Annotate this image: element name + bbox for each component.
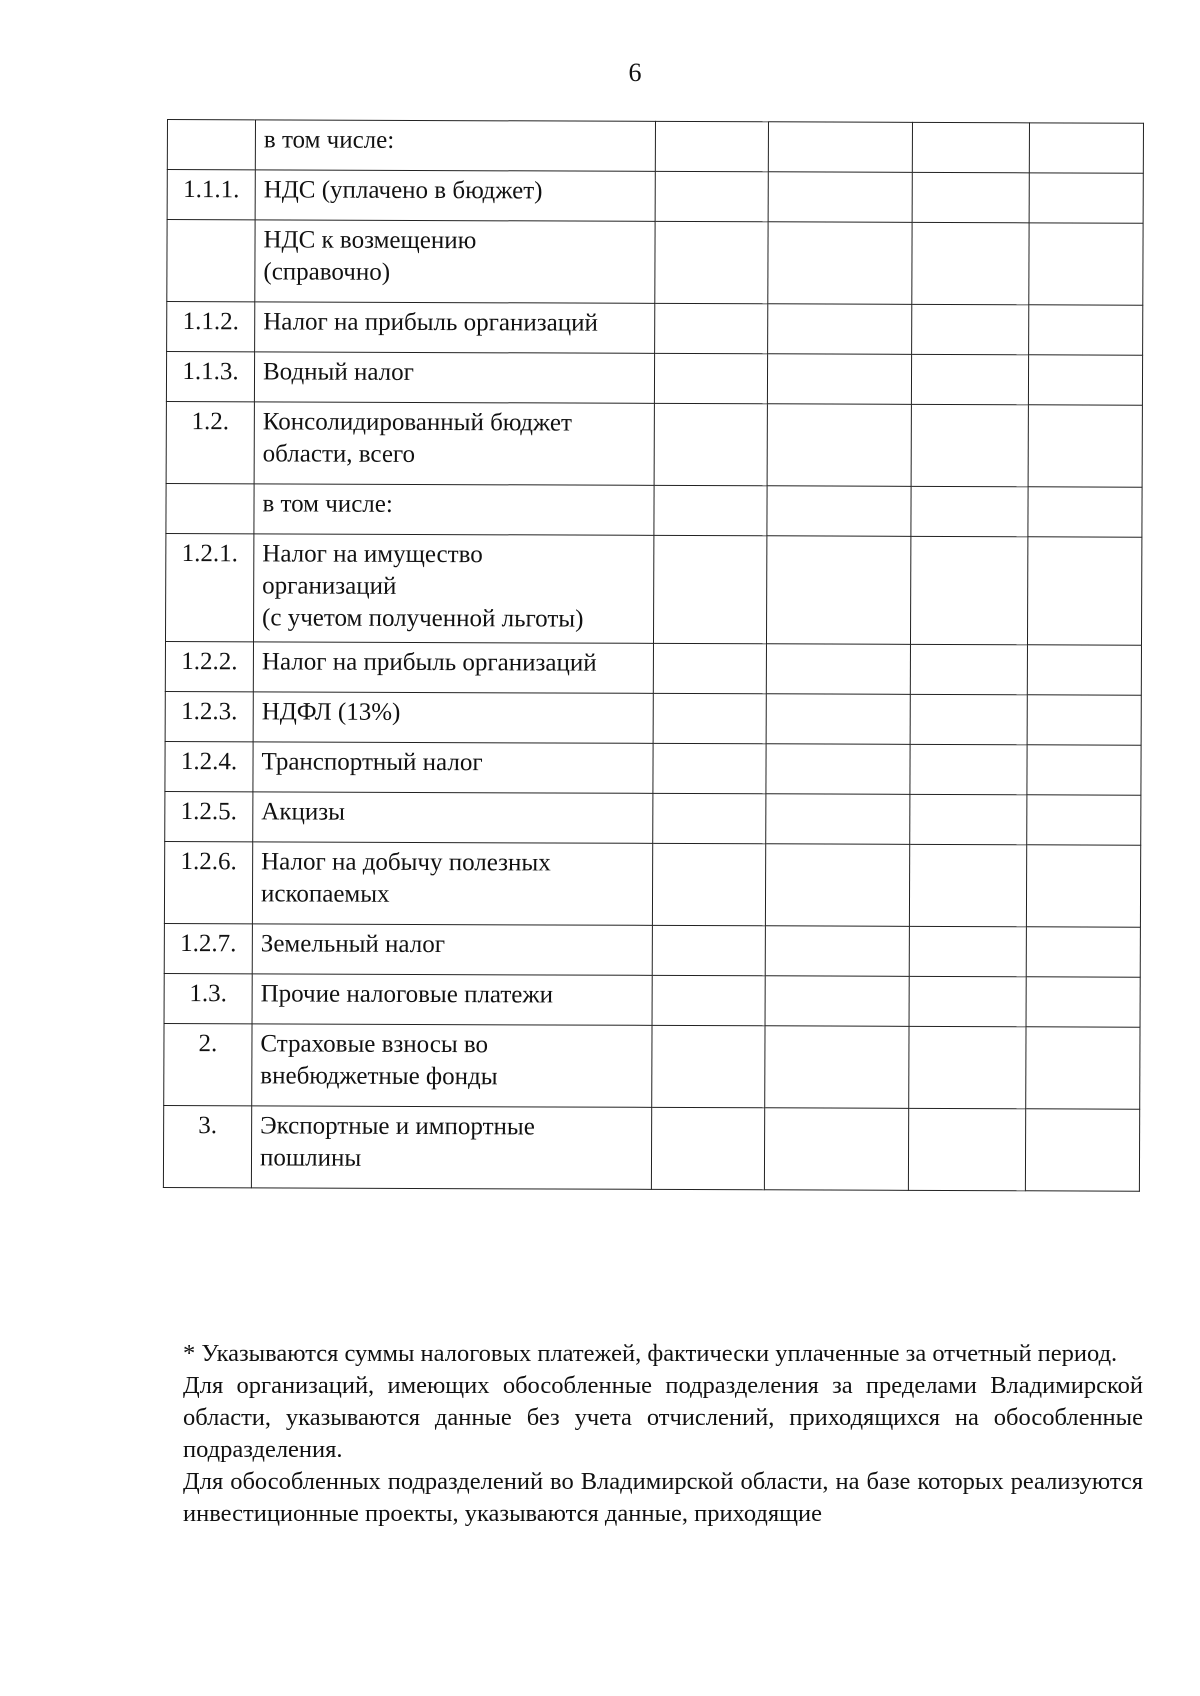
row-number: 3. bbox=[163, 1105, 251, 1187]
value-cell bbox=[910, 794, 1027, 844]
row-label-line: Налог на прибыль организаций bbox=[263, 308, 598, 337]
table-row bbox=[164, 841, 1140, 927]
row-label-line: Акцизы bbox=[261, 798, 346, 826]
row-label-line: ископаемых bbox=[260, 880, 390, 908]
value-cell bbox=[766, 794, 910, 845]
table-row bbox=[166, 352, 1142, 406]
value-cell bbox=[1026, 845, 1140, 927]
value-cell bbox=[765, 1026, 909, 1109]
value-cell bbox=[910, 644, 1027, 694]
row-label bbox=[254, 352, 654, 404]
value-cell bbox=[910, 536, 1027, 644]
row-number: 1.1.1. bbox=[167, 170, 255, 220]
row-label bbox=[253, 642, 653, 694]
value-cell bbox=[765, 844, 909, 927]
row-number: 1.2.3. bbox=[165, 691, 253, 741]
value-cell bbox=[1029, 123, 1143, 173]
table-row bbox=[167, 120, 1143, 174]
value-cell bbox=[654, 485, 767, 535]
row-number bbox=[167, 120, 255, 170]
table-row bbox=[165, 533, 1141, 645]
value-cell bbox=[911, 486, 1028, 536]
row-number: 1.2.6. bbox=[164, 841, 252, 923]
value-cell bbox=[1027, 537, 1141, 645]
row-label-line: Налог на добычу полезных bbox=[261, 848, 551, 877]
value-cell bbox=[653, 743, 766, 793]
value-cell bbox=[1027, 645, 1141, 695]
value-cell bbox=[655, 171, 768, 221]
row-label bbox=[255, 170, 655, 222]
value-cell bbox=[768, 122, 912, 173]
value-cell bbox=[912, 304, 1029, 354]
value-cell bbox=[908, 1108, 1025, 1190]
row-label-line: (справочно) bbox=[263, 258, 391, 286]
row-label bbox=[252, 924, 652, 976]
row-label bbox=[255, 302, 655, 354]
page-number: 6 bbox=[628, 58, 642, 87]
row-label-line: области, всего bbox=[262, 440, 416, 468]
value-cell bbox=[1029, 223, 1143, 305]
row-label bbox=[253, 692, 653, 744]
row-label-line: пошлины bbox=[259, 1144, 362, 1172]
table-row bbox=[164, 973, 1140, 1027]
value-cell bbox=[655, 121, 768, 171]
value-cell bbox=[766, 694, 910, 745]
row-label-line: Налог на прибыль организаций bbox=[261, 648, 597, 677]
row-label bbox=[253, 792, 653, 844]
table-row bbox=[165, 691, 1141, 745]
value-cell bbox=[653, 535, 766, 643]
footnote-paragraph: Для организаций, имеющих обособленные подразделения за пределами Владимирской области, указываются данные без учета отчислений, приходящихся на обособленные подразделения. bbox=[183, 1372, 1143, 1463]
row-label-line: Земельный налог bbox=[260, 930, 446, 959]
row-label bbox=[252, 1024, 652, 1108]
row-label bbox=[253, 534, 653, 644]
value-cell bbox=[1026, 1027, 1140, 1109]
row-label bbox=[253, 742, 653, 794]
row-number bbox=[166, 483, 254, 533]
row-label bbox=[252, 974, 652, 1026]
value-cell bbox=[1025, 1109, 1139, 1191]
row-number: 2. bbox=[164, 1023, 252, 1105]
row-label bbox=[254, 402, 654, 486]
value-cell bbox=[767, 486, 911, 537]
row-label bbox=[255, 220, 655, 304]
value-cell bbox=[1027, 695, 1141, 745]
table-row bbox=[165, 641, 1141, 695]
row-number: 1.2.2. bbox=[165, 641, 253, 691]
table-row bbox=[165, 791, 1141, 845]
table-row bbox=[166, 401, 1142, 487]
row-label-line: Страховые взносы во bbox=[260, 1030, 489, 1059]
row-label bbox=[255, 120, 655, 172]
value-cell bbox=[911, 354, 1028, 404]
value-cell bbox=[653, 643, 766, 693]
value-cell bbox=[764, 1108, 908, 1191]
value-cell bbox=[766, 744, 910, 795]
value-cell bbox=[766, 536, 910, 645]
value-cell bbox=[654, 353, 767, 403]
table-row bbox=[163, 1105, 1139, 1191]
value-cell bbox=[765, 976, 909, 1027]
row-label-line: Прочие налоговые платежи bbox=[260, 980, 554, 1009]
row-label-line: организаций bbox=[262, 572, 397, 600]
row-number: 1.2.1. bbox=[165, 533, 253, 641]
row-number: 1.2.4. bbox=[165, 741, 253, 791]
value-cell bbox=[655, 221, 768, 303]
table-row bbox=[164, 923, 1140, 977]
value-cell bbox=[651, 1107, 764, 1189]
value-cell bbox=[768, 222, 912, 305]
value-cell bbox=[765, 926, 909, 977]
value-cell bbox=[1028, 355, 1142, 405]
table-row bbox=[167, 302, 1143, 356]
row-label-line: Транспортный налог bbox=[261, 748, 483, 777]
row-label-line: Экспортные и импортные bbox=[260, 1112, 535, 1141]
value-cell bbox=[653, 693, 766, 743]
table-row bbox=[164, 1023, 1140, 1109]
row-label-line: (с учетом полученной льготы) bbox=[262, 604, 584, 633]
value-cell bbox=[910, 744, 1027, 794]
table-row bbox=[167, 170, 1143, 224]
row-label-line: Водный налог bbox=[262, 358, 414, 386]
row-label-line: НДС (уплачено в бюджет) bbox=[263, 176, 543, 205]
value-cell bbox=[767, 354, 911, 405]
row-label-line: в том числе: bbox=[262, 490, 393, 518]
value-cell bbox=[652, 975, 765, 1025]
value-cell bbox=[1027, 795, 1141, 845]
value-cell bbox=[1028, 487, 1142, 537]
row-label-line: Налог на имущество bbox=[262, 540, 483, 569]
value-cell bbox=[766, 644, 910, 695]
row-label bbox=[252, 842, 652, 926]
row-number bbox=[167, 220, 255, 302]
value-cell bbox=[768, 172, 912, 223]
row-number: 1.2.7. bbox=[164, 923, 252, 973]
value-cell bbox=[1027, 745, 1141, 795]
value-cell bbox=[909, 844, 1026, 926]
value-cell bbox=[1028, 405, 1142, 487]
value-cell bbox=[912, 172, 1029, 222]
value-cell bbox=[912, 122, 1029, 172]
value-cell bbox=[1026, 927, 1140, 977]
value-cell bbox=[767, 404, 911, 487]
footnote-paragraph: * Указываются суммы налоговых платежей, фактически уплаченные за отчетный период. bbox=[183, 1340, 1118, 1367]
row-label-line: Консолидированный бюджет bbox=[262, 408, 572, 437]
value-cell bbox=[909, 926, 1026, 976]
row-label-line: внебюджетные фонды bbox=[260, 1062, 498, 1091]
value-cell bbox=[910, 694, 1027, 744]
value-cell bbox=[1026, 977, 1140, 1027]
value-cell bbox=[911, 404, 1028, 486]
row-label bbox=[251, 1106, 651, 1190]
row-number: 1.1.3. bbox=[166, 352, 254, 402]
row-number: 1.2.5. bbox=[165, 791, 253, 841]
footnote-paragraph: Для обособленных подразделений во Владимирской области, на базе которых реализуются инвестиционные проекты, указываются данные, приходящие bbox=[183, 1468, 1143, 1527]
tax-payments-table bbox=[163, 119, 1144, 1192]
value-cell bbox=[652, 843, 765, 925]
value-cell bbox=[1029, 305, 1143, 355]
value-cell bbox=[1029, 173, 1143, 223]
value-cell bbox=[654, 403, 767, 485]
value-cell bbox=[909, 1026, 1026, 1108]
row-label bbox=[254, 484, 654, 536]
value-cell bbox=[652, 1025, 765, 1107]
row-number: 1.2. bbox=[166, 401, 254, 483]
value-cell bbox=[912, 222, 1029, 304]
table-row bbox=[166, 483, 1142, 537]
footnote bbox=[183, 1338, 1143, 1530]
table-row bbox=[165, 741, 1141, 795]
value-cell bbox=[653, 793, 766, 843]
row-label-line: НДФЛ (13%) bbox=[261, 698, 401, 726]
row-label-line: НДС к возмещению bbox=[263, 226, 477, 255]
value-cell bbox=[652, 925, 765, 975]
table-row bbox=[167, 220, 1143, 306]
row-number: 1.3. bbox=[164, 973, 252, 1023]
value-cell bbox=[655, 303, 768, 353]
row-number: 1.1.2. bbox=[167, 302, 255, 352]
value-cell bbox=[909, 976, 1026, 1026]
value-cell bbox=[768, 304, 912, 355]
row-label-line: в том числе: bbox=[263, 126, 395, 154]
